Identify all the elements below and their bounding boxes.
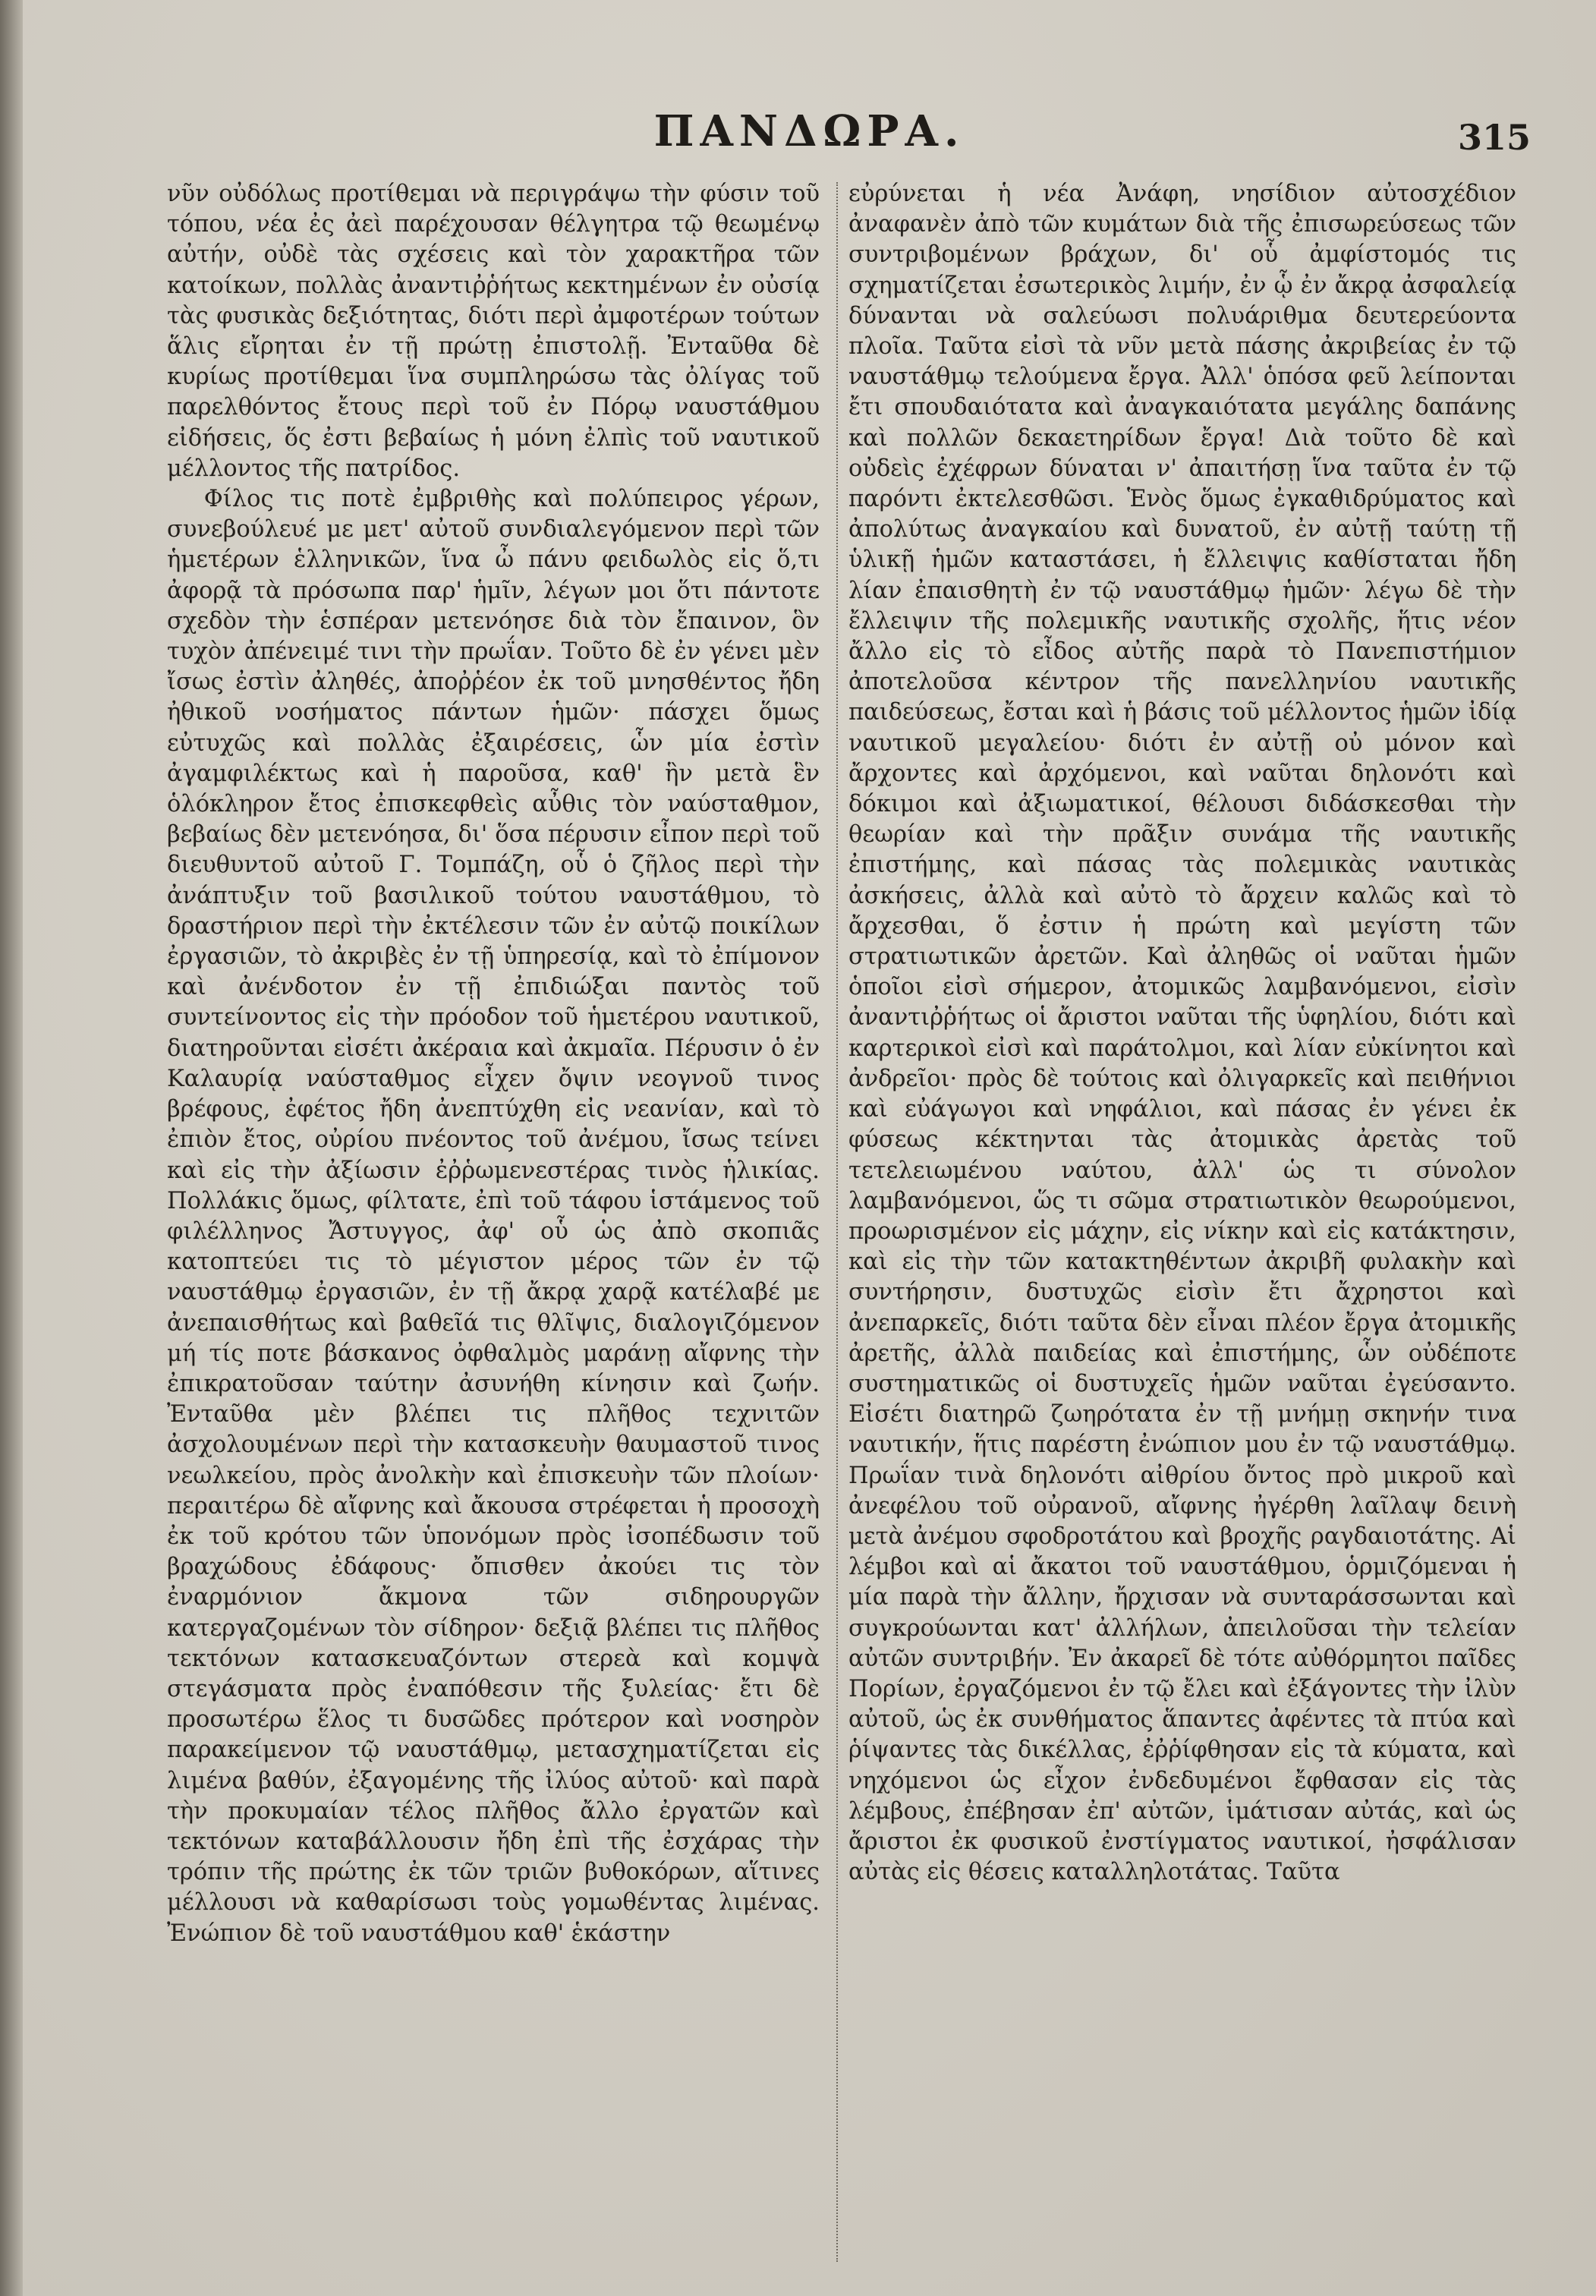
left-paragraph-1: νῦν οὐδόλως προτίθεμαι νὰ περιγράψω τὴν φύσιν τοῦ τόπου, νέα ἐς ἀεὶ παρέχουσαν θέλγητρα τῷ θεωμένῳ αὐτήν, οὐδὲ τὰς σχέσεις καὶ τὸν χαρακτῆρα τῶν κατοίκων, πολλὰς ἀναντιῤῥήτως κεκτημένων ἐν οὐσίᾳ τὰς φυσικὰς δεξιότητας, διότι περὶ ἀμφοτέρων τούτων ἅλις εἴρηται ἐν τῇ πρώτῃ ἐπιστολῇ. Ἐνταῦθα δὲ κυρίως προτίθεμαι ἵνα συμπληρώσω τὰς ὀλίγας τοῦ παρελθόντος ἔτους περὶ τοῦ ἐν Πόρῳ ναυστάθμου εἰδήσεις, ὅς ἐστι βεβαίως ἡ μόνη ἐλπὶς τοῦ ναυτικοῦ μέλλοντος τῆς πατρίδος. — [167, 181, 820, 482]
right-column — [848, 179, 1516, 2263]
right-paragraph-1: εὐρύνεται ἡ νέα Ἀνάφη, νησίδιον αὐτοσχέδιον ἀναφανὲν ἀπὸ τῶν κυμάτων διὰ τῆς ἐπισωρεύσεως τῶν συντριβομένων βράχων, δι' οὗ ἀμφίστομός τις σχηματίζεται ἐσωτερικὸς λιμήν, ἐν ᾧ ἐν ἄκρᾳ ἀσφαλείᾳ δύνανται νὰ σαλεύωσι πολυάριθμα δευτερεύοντα πλοῖα. Ταῦτα εἰσὶ τὰ νῦν μετὰ πάσης ἀκριβείας ἐν τῷ ναυστάθμῳ τελούμενα ἔργα. Ἀλλ' ὁπόσα φεῦ λείπονται ἔτι σπουδαιότατα καὶ ἀναγκαιότατα μεγάλης δαπάνης καὶ πολλῶν δεκαετηρίδων ἔργα! Διὰ τοῦτο δὲ καὶ οὐδεὶς ἐχέφρων δύναται ν' ἀπαιτήσῃ ἵνα ταῦτα ἐν τῷ παρόντι ἐκτελεσθῶσι. Ἑνὸς ὅμως ἐγκαθιδρύματος καὶ ἀπολύτως ἀναγκαίου καὶ δυνατοῦ, ἐν αὐτῇ ταύτῃ τῇ ὑλικῇ ἡμῶν καταστάσει, ἡ ἔλλειψις καθίσταται ἤδη λίαν ἐπαισθητὴ ἐν τῷ ναυστάθμῳ ἡμῶν· λέγω δὲ τὴν ἔλλειψιν τῆς πολεμικῆς ναυτικῆς σχολῆς, ἥτις νέον ἄλλο εἰς τὸ εἶδος αὐτῆς παρὰ τὸ Πανεπιστήμιον ἀποτελοῦσα κέντρον τῆς πανελληνίου ναυτικῆς παιδεύσεως, ἔσται καὶ ἡ βάσις τοῦ μέλλοντος ἡμῶν ἰδίᾳ ναυτικοῦ μεγαλείου· διότι ἐν αὐτῇ οὐ μόνον καὶ ἄρχοντες καὶ ἀρχόμενοι, καὶ ναῦται δηλονότι καὶ δόκιμοι καὶ ἀξιωματικοί, θέλουσι διδάσκεσθαι τὴν θεωρίαν καὶ τὴν πρᾶξιν συνάμα τῆς ναυτικῆς ἐπιστήμης, καὶ πάσας τὰς πολεμικὰς ναυτικὰς ἀσκήσεις, ἀλλὰ καὶ αὐτὸ τὸ ἄρχειν καλῶς καὶ τὸ ἄρχεσθαι, ὅ ἐστιν ἡ πρώτη καὶ μεγίστη τῶν στρατιωτικῶν ἀρετῶν. Καὶ ἀληθῶς οἱ ναῦται ἡμῶν ὁποῖοι εἰσὶ σήμερον, ἀτομικῶς λαμβανόμενοι, εἰσὶν ἀναντιῤῥήτως οἱ ἄριστοι ναῦται τῆς ὑφηλίου, διότι καὶ καρτερικοὶ εἰσὶ καὶ παράτολμοι, καὶ λίαν εὐκίνητοι καὶ ἀνδρεῖοι· πρὸς δὲ τούτοις καὶ ὀλιγαρκεῖς καὶ πειθήνιοι καὶ εὐάγωγοι καὶ νηφάλιοι, καὶ πάσας ἐν γένει ἐκ φύσεως κέκτηνται τὰς ἀτομικὰς ἀρετὰς τοῦ τετελειωμένου ναύτου, ἀλλ' ὡς τι σύνολον λαμβανόμενοι, ὥς τι σῶμα στρατιωτικὸν θεωρούμενοι, προωρισμένον εἰς μάχην, εἰς νίκην καὶ εἰς κατάκτησιν, καὶ εἰς τὴν τῶν κατακτηθέντων ἀκριβῆ φυλακὴν καὶ συντήρησιν, δυστυχῶς εἰσὶν ἔτι ἄχρηστοι καὶ ἀνεπαρκεῖς, διότι ταῦτα δὲν εἶναι πλέον ἔργα ἀτομικῆς ἀρετῆς, ἀλλὰ παιδείας καὶ ἐπιστήμης, ὧν οὐδέποτε συστηματικῶς οἱ δυστυχεῖς ἡμῶν ναῦται ἐγεύσαντο. Εἰσέτι διατηρῶ ζωηρότατα ἐν τῇ μνήμῃ σκηνήν τινα ναυτικήν, ἥτις παρέστη ἐνώπιον μου ἐν τῷ ναυστάθμῳ. Πρωΐαν τινὰ δηλονότι αἰθρίου ὄντος πρὸ μικροῦ καὶ ἀνεφέλου τοῦ οὐρανοῦ, αἴφνης ἠγέρθη λαῖλαψ δεινὴ μετὰ ἀνέμου σφοδροτάτου καὶ βροχῆς ραγδαιοτάτης. Αἱ λέμβοι καὶ αἱ ἄκατοι τοῦ ναυστάθμου, ὁρμιζόμεναι ἡ μία παρὰ τὴν ἄλλην, ἤρχισαν νὰ συνταράσσωνται καὶ συγκρούωνται κατ' ἀλλήλων, ἀπειλοῦσαι τὴν τελείαν αὐτῶν συντριβήν. Ἐν ἀκαρεῖ δὲ τότε αὐθόρμητοι παῖδες Πορίων, ἐργαζόμενοι ἐν τῷ ἔλει καὶ ἐξάγοντες τὴν ἰλὺν αὐτοῦ, ὡς ἐκ συνθήματος ἅπαντες ἀφέντες τὰ πτύα καὶ ῥίψαντες τὰς δικέλλας, ἐῤῥίφθησαν εἰς τὰ κύματα, καὶ νηχόμενοι ὡς εἶχον ἐνδεδυμένοι ἔφθασαν εἰς τὰς λέμβους, ἐπέβησαν ἐπ' αὐτῶν, ἱμάτισαν αὐτάς, καὶ ὡς ἄριστοι ἐκ φυσικοῦ ἐνστίγματος ναυτικοί, ἠσφάλισαν αὐτὰς εἰς θέσεις καταλληλοτάτας. Ταῦτα — [848, 181, 1516, 1886]
column-divider — [836, 182, 838, 2262]
book-page — [23, 0, 1596, 2296]
page-number: 315 — [1457, 117, 1531, 158]
left-paragraph-2: Φίλος τις ποτὲ ἐμβριθὴς καὶ πολύπειρος γέρων, συνεβούλευέ με μετ' αὐτοῦ συνδιαλεγόμενον περὶ τῶν ἡμετέρων ἑλληνικῶν, ἵνα ὦ πάνυ φειδωλὸς εἰς ὅ,τι ἀφορᾷ τὰ πρόσωπα παρ' ἡμῖν, λέγων μοι ὅτι πάντοτε σχεδὸν τὴν ἑσπέραν μετενόησε διὰ τὸν ἔπαινον, ὃν τυχὸν ἀπένειμέ τινι τὴν πρωΐαν. Τοῦτο δὲ ἐν γένει μὲν ἴσως ἐστὶν ἀληθές, ἀποῤῥέον ἐκ τοῦ μνησθέντος ἤδη ἠθικοῦ νοσήματος πάντων ἡμῶν· πάσχει ὅμως εὐτυχῶς καὶ πολλὰς ἐξαιρέσεις, ὧν μία ἐστὶν ἀγαμφιλέκτως καὶ ἡ παροῦσα, καθ' ἣν μετὰ ἓν ὁλόκληρον ἔτος ἐπισκεφθεὶς αὖθις τὸν ναύσταθμον, βεβαίως δὲν μετενόησα, δι' ὅσα πέρυσιν εἶπον περὶ τοῦ διευθυντοῦ αὐτοῦ Γ. Τομπάζη, οὗ ὁ ζῆλος περὶ τὴν ἀνάπτυξιν τοῦ βασιλικοῦ τούτου ναυστάθμου, τὸ δραστήριον περὶ τὴν ἐκτέλεσιν τῶν ἐν αὐτῷ ποικίλων ἐργασιῶν, τὸ ἀκριβὲς ἐν τῇ ὑπηρεσίᾳ, καὶ τὸ ἐπίμονον καὶ ἀνένδοτον ἐν τῇ ἐπιδιώξαι παντὸς τοῦ συντείνοντος εἰς τὴν πρόοδον τοῦ ἡμετέρου ναυτικοῦ, διατηροῦνται εἰσέτι ἀκέραια καὶ ἀκμαῖα. Πέρυσιν ὁ ἐν Καλαυρίᾳ ναύσταθμος εἶχεν ὄψιν νεογνοῦ τινος βρέφους, ἐφέτος ἤδη ἀνεπτύχθη εἰς νεανίαν, καὶ τὸ ἐπιὸν ἔτος, οὐρίου πνέοντος τοῦ ἀνέμου, ἴσως τείνει καὶ εἰς τὴν ἀξίωσιν ἐῤῥωμενεστέρας τινὸς ἡλικίας. Πολλάκις ὅμως, φίλτατε, ἐπὶ τοῦ τάφου ἱστάμενος τοῦ φιλέλληνος Ἄστυγγος, ἀφ' οὗ ὡς ἀπὸ σκοπιᾶς κατοπτεύει τις τὸ μέγιστον μέρος τῶν ἐν τῷ ναυστάθμῳ ἐργασιῶν, ἐν τῇ ἄκρᾳ χαρᾷ κατέλαβέ με ἀνεπαισθήτως καὶ βαθεῖά τις θλῖψις, διαλογιζόμενον μή τίς ποτε βάσκανος ὀφθαλμὸς μαράνῃ αἴφνης τὴν ἐπικρατοῦσαν ταύτην ἀσυνήθη κίνησιν καὶ ζωήν. Ἐνταῦθα μὲν βλέπει τις πλῆθος τεχνιτῶν ἀσχολουμένων περὶ τὴν κατασκευὴν θαυμαστοῦ τινος νεωλκείου, πρὸς ἀνολκὴν καὶ ἐπισκευὴν τῶν πλοίων· περαιτέρω δὲ αἴφνης καὶ ἄκουσα στρέφεται ἡ προσοχὴ ἐκ τοῦ κρότου τῶν ὑπονόμων πρὸς ἰσοπέδωσιν τοῦ βραχώδους ἐδάφους· ὄπισθεν ἀκούει τις τὸν ἐναρμόνιον ἄκμονα τῶν σιδηρουργῶν κατεργαζομένων τὸν σίδηρον· δεξιᾷ βλέπει τις πλῆθος τεκτόνων κατασκευαζόντων στερεὰ καὶ κομψὰ στεγάσματα πρὸς ἐναπόθεσιν τῆς ξυλείας· ἔτι δὲ προσωτέρω ἕλος τι δυσῶδες πρότερον καὶ νοσηρὸν παρακείμενον τῷ ναυστάθμῳ, μετασχηματίζεται εἰς λιμένα βαθύν, ἐξαγομένης τῆς ἰλύος αὐτοῦ· καὶ παρὰ τὴν προκυμαίαν τέλος πλῆθος ἄλλο ἐργατῶν καὶ τεκτόνων καταβάλλουσιν ἤδη ἐπὶ τῆς ἐσχάρας τὴν τρόπιν τῆς πρώτης ἐκ τῶν τριῶν βυθοκόρων, αἵτινες μέλλουσι νὰ καθαρίσωσι τοὺς γομωθέντας λιμένας. Ἐνώπιον δὲ τοῦ ναυστάθμου καθ' ἑκάστην — [167, 486, 820, 1947]
running-title: ΠΑΝΔΩΡΑ. — [653, 106, 965, 156]
running-header — [23, 106, 1596, 167]
left-column — [167, 179, 820, 2263]
binding-shadow — [0, 0, 23, 2296]
